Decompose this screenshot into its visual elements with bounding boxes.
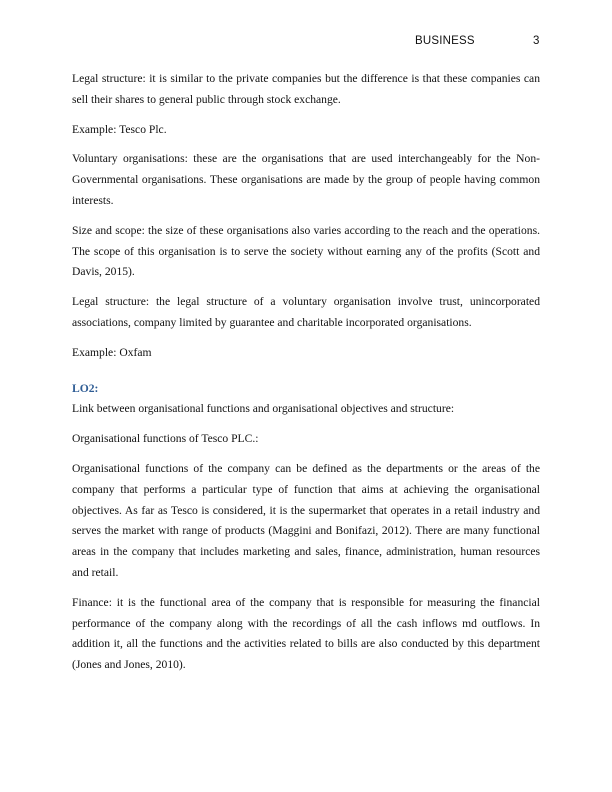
page-number: 3: [533, 35, 540, 47]
paragraph-voluntary-organisations: Voluntary organisations: these are the organisations that are used interchangeably for the Non-Governmental organisations. These organisations are made by the group of people having common interests.: [72, 152, 540, 207]
paragraph-size-and-scope: Size and scope: the size of these organisations also varies according to the reach and the operations. The scope of this organisation is to serve the society without earning any of the profits (Scott and Davis, 2015).: [72, 223, 540, 279]
paragraph-functions-tesco: Organisational functions of Tesco PLC.:: [72, 432, 259, 446]
paragraph-example-oxfam: Example: Oxfam: [72, 345, 152, 359]
document-body: [72, 69, 540, 685]
paragraph-link-functions: Link between organisational functions and organisational objectives and structure:: [72, 402, 455, 416]
paragraph-functions-definition: Organisational functions of the company can be defined as the departments or the areas of the company that performs a particular type of function that aims at achieving the organisational objectives. As far as Tesco is considered, it is the supermarket that operates in a retail industry and serves the market with range of products (Maggini and Bonifazi, 2012). There are many functional areas in the company that includes marketing and sales, finance, administration, human resources and retail.: [72, 461, 540, 579]
paragraph-legal-structure-voluntary: Legal structure: the legal structure of a voluntary organisation involve trust, unincorporated associations, company limited by guarantee and charitable incorporated organisations.: [72, 295, 540, 329]
header-title: BUSINESS: [415, 35, 475, 47]
paragraph-example-tesco: Example: Tesco Plc.: [72, 122, 167, 136]
section-heading-lo2: LO2:: [72, 381, 99, 395]
page-header: [0, 35, 612, 51]
paragraph-finance: Finance: it is the functional area of the company that is responsible for measuring the financial performance of the company along with the recordings of all the cash inflows md outflows. In addition it, all the functions and the activities related to bills are also conducted by this department (Jones and Jones, 2010).: [72, 595, 540, 672]
paragraph-legal-structure-public: Legal structure: it is similar to the private companies but the difference is that these companies can sell their shares to general public through stock exchange.: [72, 72, 540, 106]
